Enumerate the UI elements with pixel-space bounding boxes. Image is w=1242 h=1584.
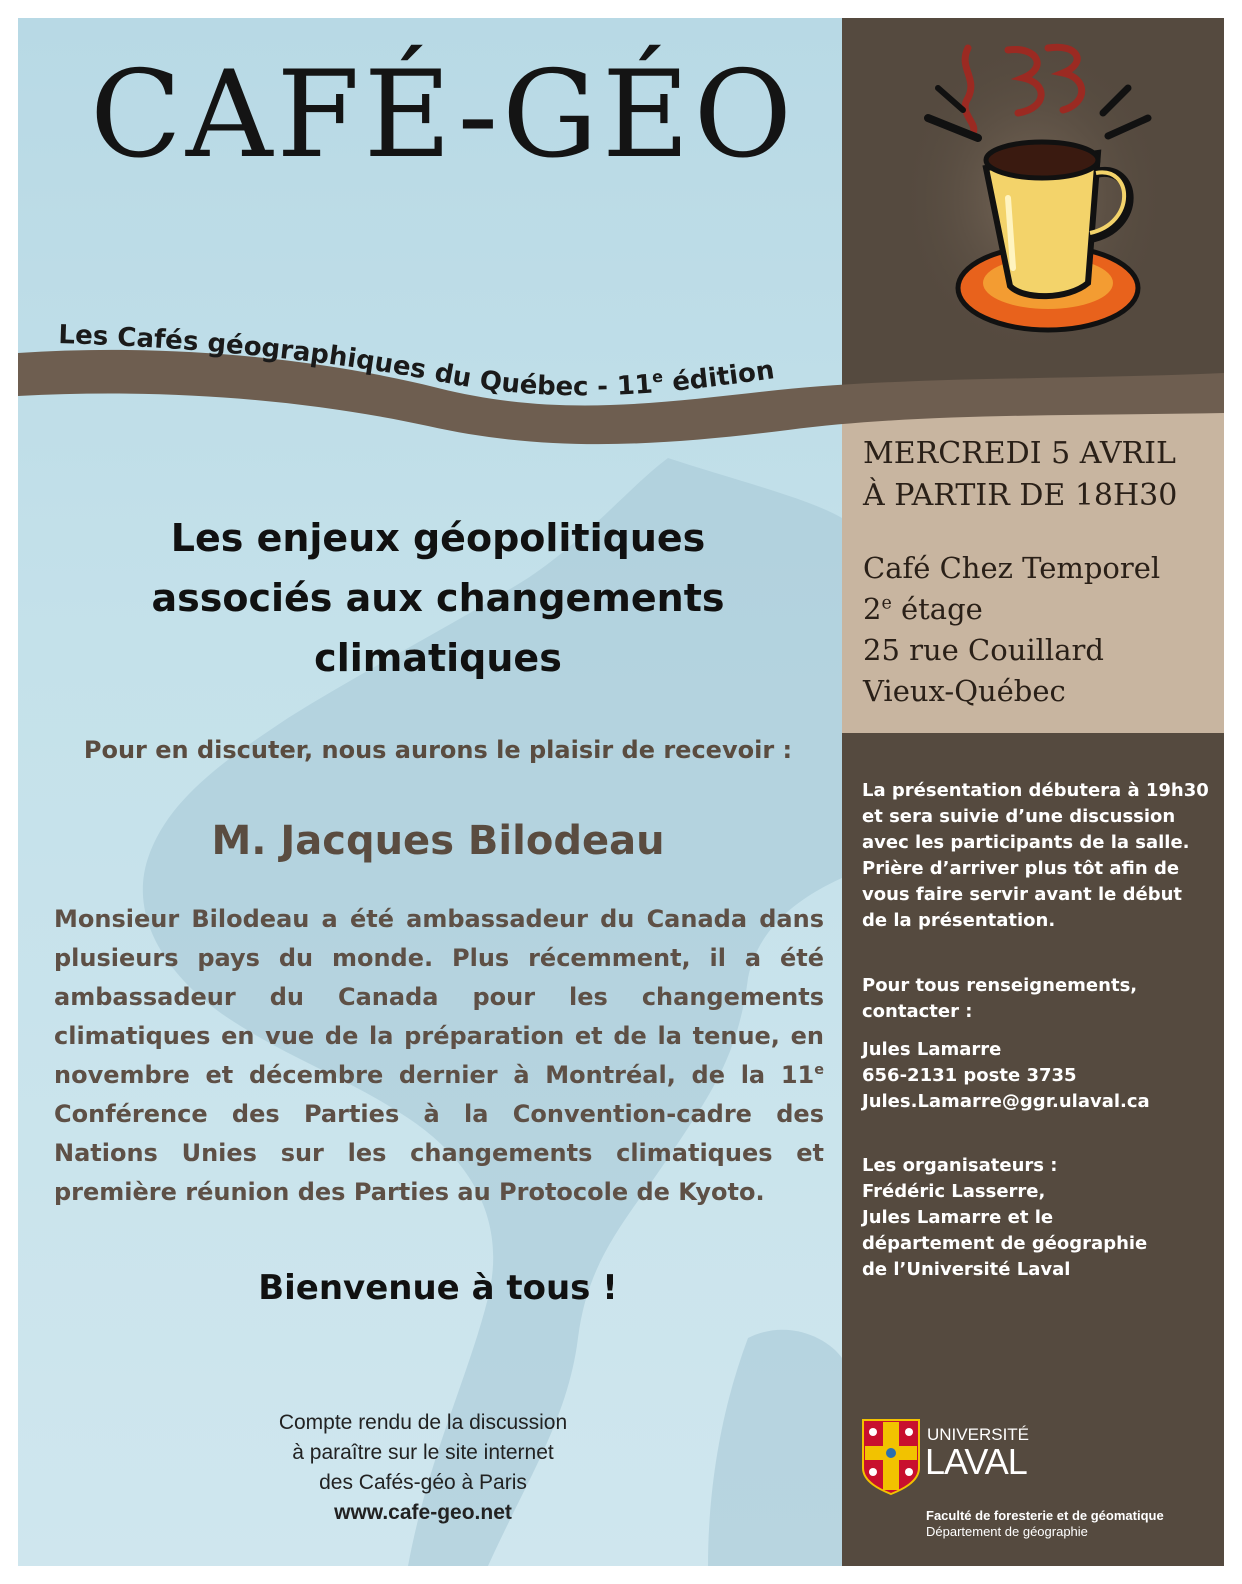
contact-name: Jules Lamarre <box>862 1039 1002 1060</box>
footer-note: Compte rendu de la discussion à paraître sur le site internet des Cafés-géo à Paris www.cafe-geo.net <box>218 1408 628 1528</box>
main-panel <box>18 18 842 1566</box>
venue-street: 25 rue Couillard <box>863 633 1104 667</box>
subtitle-end: édition <box>662 355 777 399</box>
speaker-bio: Monsieur Bilodeau a été ambassadeur du Canada dans plusieurs pays du monde. Plus récemment, il a été ambassadeur du Canada pour les changements climatiques en vue de la préparation et de la tenue, en novembre et décembre dernier à Montréal, de la 11e Conférence des Parties à la Convention-cadre des Nations Unies sur les changements climatiques et première réunion des Parties au Protocole de Kyoto. <box>54 905 824 1206</box>
event-venue <box>863 548 1203 712</box>
poster-title: CAFÉ-GÉO <box>90 46 796 185</box>
coffee-cup-icon <box>898 38 1168 358</box>
contact-details <box>862 1037 1212 1115</box>
date-line: MERCREDI 5 AVRIL <box>863 436 1176 471</box>
logo-laval: LAVAL <box>925 1441 1027 1482</box>
laval-coat-of-arms-icon <box>863 1420 919 1494</box>
event-poster <box>18 18 1224 1566</box>
time-line: À PARTIR DE 18H30 <box>863 478 1178 513</box>
presentation-info: La présentation débutera à 19h30 et sera suivie d’une discussion avec les participants de la salle. Prière d’arriver plus tôt afin de vous faire servir avant le début de la présentation. <box>862 780 1209 931</box>
event-date <box>863 433 1203 517</box>
contact-phone: 656-2131 poste 3735 <box>862 1065 1077 1086</box>
speaker-name: M. Jacques Bilodeau <box>211 818 665 864</box>
faculty-credit: Faculté de foresterie et de géomatique Département de géographie <box>926 1508 1164 1539</box>
svg-text:Les Cafés géographiques du Qué <box>58 320 776 402</box>
logo-university: UNIVERSITÉ <box>927 1425 1030 1444</box>
welcome-message: Bienvenue à tous ! <box>258 1268 618 1308</box>
venue-name: Café Chez Temporel <box>863 551 1161 585</box>
talk-topic: Les enjeux géopolitiques associés aux changements climatiques <box>151 516 725 680</box>
speaker-intro: Pour en discuter, nous aurons le plaisir de recevoir : <box>83 736 793 764</box>
venue-district: Vieux-Québec <box>863 674 1066 708</box>
subtitle-sup: e <box>651 366 664 387</box>
contact-heading: Pour tous renseignements, contacter : <box>862 975 1138 1022</box>
venue-floor: 2e étage <box>863 592 983 626</box>
edition-subtitle <box>18 313 842 423</box>
universite-laval-logo <box>861 1418 1201 1498</box>
organizers: Les organisateurs : Frédéric Lasserre, Jules Lamarre et le département de géographie de l’Université Laval <box>862 1155 1148 1280</box>
contact-email[interactable]: Jules.Lamarre@ggr.ulaval.ca <box>862 1091 1150 1112</box>
website-link[interactable]: www.cafe-geo.net <box>334 1501 512 1524</box>
subtitle-main: Les Cafés géographiques du Québec - 11 <box>57 320 654 403</box>
